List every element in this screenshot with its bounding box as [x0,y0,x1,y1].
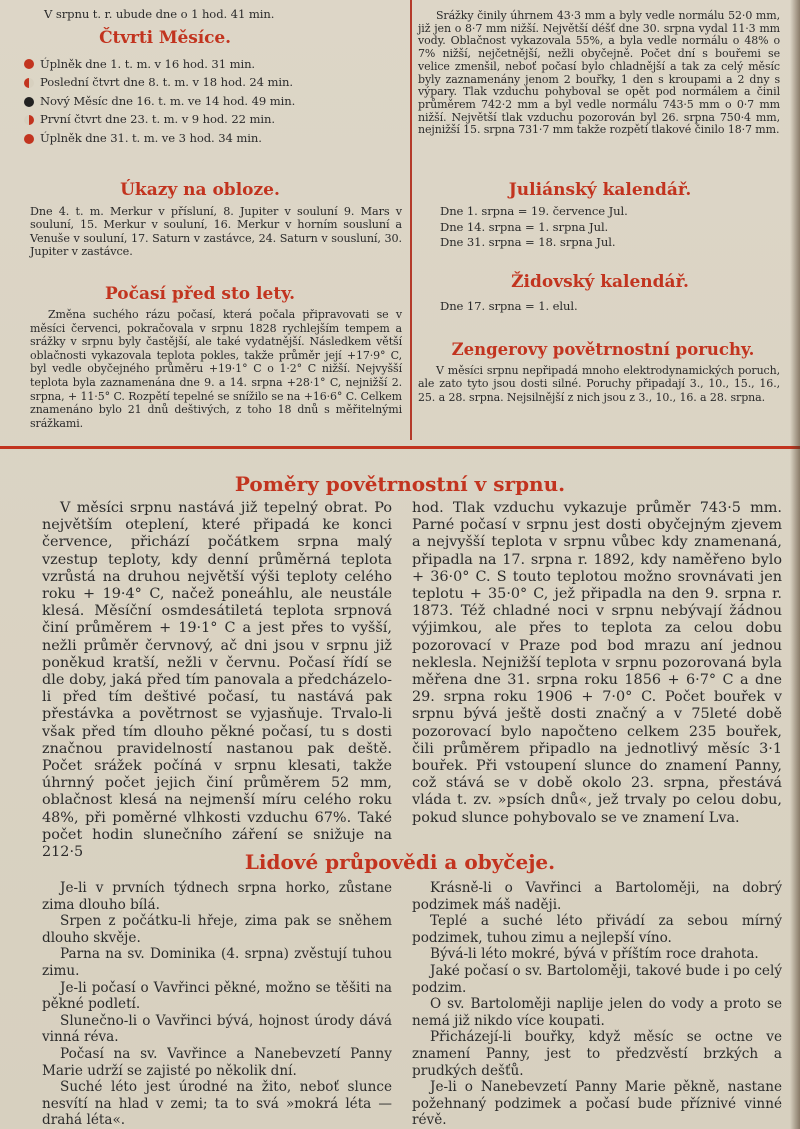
moon-phase-list [24,55,405,148]
saying-item: Přicházejí-li bouřky, když měsíc se octne ve znamení Panny, jest to předzvěstí brzkých a prudkých dešťů. [412,1029,782,1079]
section-rule [0,446,800,449]
zenger-text: V měsíci srpnu nepřipadá mnoho elektrodynamických poruch, ale zato tyto jsou dosti silné. Poruchy připadají 3., 10., 15., 16., 25. a 28. srpna. Nejsilnější z nich jsou z 3., 10., 16. a 28. srpna. [418,364,780,404]
main-title: Poměry povětrnostní v srpnu. [234,472,566,496]
saying-item: Bývá-li léto mokré, bývá v příštím roce drahota. [430,946,759,963]
saying-item: Suché léto jest úrodné na žito, neboť slunce nesvítí na hlad v zemi; ta to svá »mokrá léta — drahá léta«. [42,1079,392,1129]
moon-phase-row [24,74,405,93]
column-divider [410,0,412,440]
moon-phase-text: Úplněk dne 1. t. m. v 16 hod. 31 min. [40,56,256,71]
julian-title: Juliánský kalendář. [508,180,692,200]
zenger-title: Zengerovy povětrnostní poruchy. [451,340,755,359]
saying-item: Teplé a suché léto přivádí za sebou mírný podzimek, tuhou zimu a nejlepší víno. [412,913,782,946]
julian-row: Dne 1. srpna = 19. července Jul. [440,204,628,218]
last-quarter-icon [24,78,34,88]
moon-phase-row [24,130,405,149]
moon-phase-text: Úplněk dne 31. t. m. ve 3 hod. 34 min. [40,131,262,146]
saying-item: Počasí na sv. Vavřince a Nanebevzetí Panny Marie udrží se zajisté po několik dní. [42,1045,392,1079]
sayings-left [42,880,392,1129]
new-moon-icon [24,97,34,107]
main-right-text: hod. Tlak vzduchu vykazuje průměr 743·5 mm. Parné počasí v srpnu jest dosti obyčejným zjevem a nejvyšší teplota v srpnu vůbec kdy znamenaná, připadla na 17. srpna r. 1892, kdy naměřeno bylo + 36·0° C. S touto teplotou možno srovnávati jen teplotu + 35·0° C, jež připadla na den 9. srpna r. 1873. Též chladné noci v srpnu nebývají žádnou výjimkou, ale přes to teplota za celou dobu pozorovací v Praze pod bod mrazu aní jednou neklesla. Nejnižší teplota v srpnu pozorovaná byla měřena dne 31. srpna roku 1856 + 6·7° C a dne 29. srpna roku 1906 + 7·0° C. Počet bouřek v srpnu bývá ještě dosti značný a v 75leté době pozorovací bylo napočteno celkem 235 bouřek, čili průměrem připadlo na jednotlivý měsíc 3·1 bouřek. Při vstoupení slunce do znamení Panny, což stává se v době okolo 23. srpna, přestává vláda t. zv. »psích dnů«, jež trvaly po celou dobu, pokud slunce pohybovalo se ve znamení Lva. [412,500,782,826]
moon-phase-row [24,111,405,130]
saying-item: Parna na sv. Dominika (4. srpna) zvěstují tuhou zimu. [42,946,392,979]
sayings-title: Lidové průpovědi a obyčeje. [244,850,556,874]
saying-item: Jaké počasí o sv. Bartoloměji, takové bude i po celý podzim. [412,962,782,996]
moon-phase-row [24,92,405,111]
jewish-title: Židovský kalendář. [511,272,689,292]
julian-row: Dne 31. srpna = 18. srpna Jul. [440,235,616,250]
saying-item: Je-li počasí o Vavřinci pěkné, možno se těšiti na pěkné podletí. [42,979,392,1013]
first-quarter-icon [24,115,34,125]
rain-text: Srážky činily úhrnem 43·3 mm a byly vedle normálu 52·0 mm, již jen o 8·7 mm nižší. Největší déšť dne 30. srpna vydal 11·3 mm vody. Oblačnost vykazovala 55%, a byla vedle normálu o 48% o 7% nižší, nejčetnější, nežli obyčejně. Počet dní s bouřemi se velice zmenšil, neboť počasí bylo chladnější a tak za celý měsíc byly zaznamenány jenom 2 bouřky, 1 den s kroupami a 2 dny s výpary. Tlak vzduchu pohyboval se opět pod normálem a činil průměrem 742·2 mm a byl vedle normálu 743·5 mm o 0·7 mm nižší. Největší tlak vzduchu pozorován byl 26. srpna 750·4 mm, nejnižší 15. srpna 731·7 mm takže rozpětí tlakové činilo 18·7 mm. [418,9,780,137]
page-edge-shadow [790,0,800,1129]
sky-title: Úkazy na obloze. [120,180,280,200]
top-left-column [30,8,405,148]
saying-item: O sv. Bartoloměji naplije jelen do vody a proto se nemá již nikdo více koupati. [412,996,782,1029]
full-moon-icon [24,59,34,69]
jewish-text: Dne 17. srpna = 1. elul. [440,299,578,313]
sky-text: Dne 4. t. m. Merkur v přísluní, 8. Jupiter v souluní 9. Mars v souluní, 15. Merkur v souluní, 16. Merkur v horním sousluní a Venuše v souluní, 17. Saturn v zastávce, 24. Saturn v sousluní, 30. Jupiter v zastávce. [30,205,402,259]
saying-item: Je-li o Nanebevzetí Panny Marie pěkně, nastane požehnaný podzimek a počasí bude příznivé vinné révě. [412,1079,782,1129]
saying-item: Krásně-li o Vavřinci a Bartoloměji, na dobrý podzimek máš naději. [412,880,782,913]
saying-item: Slunečno-li o Vavřinci bývá, hojnost úrody dává vinná réva. [42,1012,392,1046]
julian-row: Dne 14. srpna = 1. srpna Jul. [440,219,609,234]
sayings-right [412,880,782,1129]
weather-100-text: Změna suchého rázu počasí, která počala připravovati se v měsíci červenci, pokračovala v srpnu 1828 rychlejším tempem a srážky v srpnu byly častější, ale také vydatnější. Následkem větší oblačnosti vykazovala teplota pokles, takže průměr její +17·9° C, byl vedle obyčejného průměru +19·1° C o 1·2° C nižší. Nejvyšší teplota byla zaznamenána dne 9. a 14. srpna +28·1° C, nejnižší 2. srpna, + 11·5° C. Rozpětí tepelné se snížilo se na +16·6° C. Celkem znamenáno bylo 21 dnů deštivých, z toho 18 dnů s měřitelnými srážkami. [30,308,402,430]
moon-phase-text: Poslední čtvrt dne 8. t. m. v 18 hod. 24 min. [40,75,293,90]
moon-phase-row [24,55,405,74]
main-left-text: V měsíci srpnu nastává již tepelný obrat. Po největším oteplení, které připadá ke konci července, přichází počátkem srpna malý vzestup teploty, kdy denní průměrná teplota vzrůstá na druhou největší výši teploty celého roku + 19·4° C, načež poneáhlu, ale neustále klesá. Měsíční osmdesátiletá teplota srpnová činí průměrem + 19·1° C a jest přes to vyšší, nežli průměr červnový, ač dni jsou v srpnu již poněkud kratší, nežli v červnu. Počasí řídí se dle doby, jaká před tím panovala a předcházelo-li před tím deštivé počasí, tu nastává pak přestávka a povětrnost se vyjasňuje. Trvalo-li však před tím dlouho pěkné počasí, tu s dosti značnou pravidelností nastanou pak deště. Počet srážek počíná v srpnu klesati, takže úhrnný počet jejich činí průměrem 52 mm, oblačnost klesá na nejmenší míru celého roku 48%, při poměrné vlhkosti vzduchu 67%. Také počet hodin slunečního záření se snižuje na 212·5 [42,500,392,861]
full-moon-icon [24,134,34,144]
saying-item: Srpen z počátku-li hřeje, zima pak se sněhem dlouho skvěje. [42,913,392,946]
moon-phase-text: Nový Měsíc dne 16. t. m. ve 14 hod. 49 min. [40,93,296,108]
moon-phase-text: První čtvrt dne 23. t. m. v 9 hod. 22 min. [40,112,275,127]
saying-item: Je-li v prvních týdnech srpna horko, zůstane zima dlouho bílá. [42,880,392,913]
moon-title: Čtvrti Měsíce. [99,27,231,48]
julian-list [440,204,760,251]
sun-line: V srpnu t. r. ubude dne o 1 hod. 41 min. [44,7,275,21]
weather-100-title: Počasí před sto lety. [104,284,296,304]
